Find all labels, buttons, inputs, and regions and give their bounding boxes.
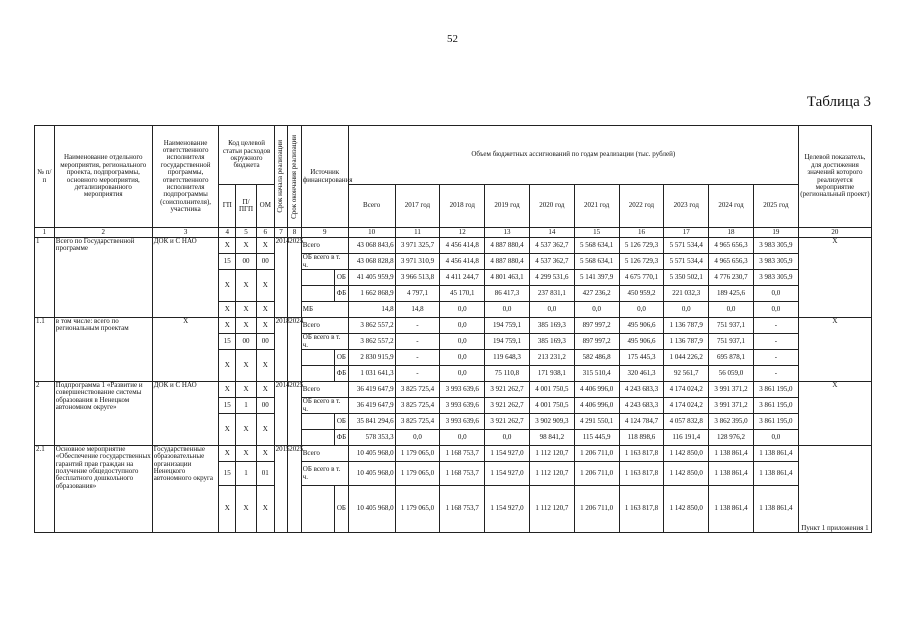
amount-year: 0,0 xyxy=(395,430,440,446)
amount-year: 3 861 195,0 xyxy=(753,414,798,430)
row-number: 1.1 xyxy=(35,318,55,382)
source-indent xyxy=(301,270,334,286)
amount-year: - xyxy=(753,350,798,366)
amount-year: 3 983 305,9 xyxy=(753,238,798,254)
row-end-year: 2025 xyxy=(288,382,302,446)
col-number: 5 xyxy=(236,228,257,238)
amount-total: 41 405 959,9 xyxy=(348,270,395,286)
col-number: 13 xyxy=(485,228,530,238)
amount-year: 1 168 753,7 xyxy=(440,486,485,533)
code-om: X xyxy=(256,318,274,334)
amount-year: 385 169,3 xyxy=(529,334,574,350)
amount-year: 1 179 065,0 xyxy=(395,486,440,533)
header-year: 2020 год xyxy=(529,185,574,228)
amount-total: 1 662 868,9 xyxy=(348,286,395,302)
source-indent xyxy=(301,486,334,533)
row-name: Всего по Государственной программе xyxy=(54,238,152,318)
amount-year: 0,0 xyxy=(440,366,485,382)
amount-year: 1 112 120,7 xyxy=(529,462,574,486)
header-gp: ГП xyxy=(219,185,236,228)
column-number-row xyxy=(35,228,872,238)
table-row xyxy=(35,382,872,398)
code-gp: X xyxy=(219,486,236,533)
source-label: ОБ всего в т. ч. xyxy=(301,254,348,270)
amount-year: 213 231,2 xyxy=(529,350,574,366)
amount-year: 14,8 xyxy=(395,302,440,318)
code-gp: 15 xyxy=(219,334,236,350)
code-om: X xyxy=(256,238,274,254)
source-sub-label: ФБ xyxy=(335,430,349,446)
amount-year: 3 983 305,9 xyxy=(753,254,798,270)
table-row xyxy=(35,238,872,254)
amount-year: 0,0 xyxy=(753,302,798,318)
source-indent xyxy=(301,350,334,366)
amount-year: 4 797,1 xyxy=(395,286,440,302)
amount-total: 35 841 294,6 xyxy=(348,414,395,430)
amount-year: 171 938,1 xyxy=(529,366,574,382)
amount-total: 36 419 647,9 xyxy=(348,398,395,414)
col-number: 12 xyxy=(440,228,485,238)
code-gp: X xyxy=(219,446,236,462)
amount-year: 1 138 861,4 xyxy=(709,486,754,533)
code-gp: X xyxy=(219,382,236,398)
header-name: Наименование отдельного мероприятия, регионального проекта, подпрограммы, основного мероприятия, детализированного мероприятия xyxy=(54,126,152,228)
amount-year: 1 138 861,4 xyxy=(709,462,754,486)
amount-year: 1 206 711,0 xyxy=(574,486,619,533)
amount-year: 92 561,7 xyxy=(664,366,709,382)
amount-year: 86 417,3 xyxy=(485,286,530,302)
amount-year: 1 154 927,0 xyxy=(485,462,530,486)
table-title: Таблица 3 xyxy=(806,94,871,110)
amount-year: 116 191,4 xyxy=(664,430,709,446)
amount-year: 4 801 463,1 xyxy=(485,270,530,286)
code-om: X xyxy=(256,382,274,398)
amount-year: - xyxy=(395,334,440,350)
amount-year: 4 291 550,1 xyxy=(574,414,619,430)
code-pgp: X xyxy=(236,270,257,302)
source-label: ОБ всего в т. ч. xyxy=(301,398,348,414)
amount-year: - xyxy=(395,350,440,366)
amount-year: 4 887 880,4 xyxy=(485,238,530,254)
amount-year: 3 921 262,7 xyxy=(485,398,530,414)
amount-total: 10 405 968,0 xyxy=(348,446,395,462)
amount-year: 1 163 817,8 xyxy=(619,446,664,462)
amount-year: 3 993 639,6 xyxy=(440,398,485,414)
source-sub-label: ОБ xyxy=(335,350,349,366)
amount-year: 427 236,2 xyxy=(574,286,619,302)
code-gp: 15 xyxy=(219,254,236,270)
amount-year: 1 154 927,0 xyxy=(485,446,530,462)
row-end-year: 2024 xyxy=(288,318,302,382)
code-gp: X xyxy=(219,270,236,302)
amount-year: 450 959,2 xyxy=(619,286,664,302)
amount-year: 4 057 832,8 xyxy=(664,414,709,430)
code-pgp: X xyxy=(236,302,257,318)
amount-year: 0,0 xyxy=(619,302,664,318)
col-number: 19 xyxy=(753,228,798,238)
col-number: 20 xyxy=(798,228,871,238)
amount-year: 3 966 513,8 xyxy=(395,270,440,286)
amount-year: 4 174 024,2 xyxy=(664,398,709,414)
amount-year: 751 937,1 xyxy=(709,334,754,350)
amount-year: 4 537 362,7 xyxy=(529,238,574,254)
row-start-year: 2015 xyxy=(274,446,288,533)
code-om: X xyxy=(256,302,274,318)
code-pgp: 00 xyxy=(236,254,257,270)
col-number: 9 xyxy=(301,228,348,238)
source-sub-label: ФБ xyxy=(335,286,349,302)
col-number: 15 xyxy=(574,228,619,238)
row-start-year: 2018 xyxy=(274,318,288,382)
amount-year: 5 571 534,4 xyxy=(664,254,709,270)
amount-year: 385 169,3 xyxy=(529,318,574,334)
header-year: 2021 год xyxy=(574,185,619,228)
amount-year: 320 461,3 xyxy=(619,366,664,382)
amount-total: 10 405 968,0 xyxy=(348,486,395,533)
amount-year: 3 993 639,6 xyxy=(440,382,485,398)
header-executor: Наименование ответственного исполнителя государственной программы, ответственного исполнителя подпрограммы (соисполнителя), участника xyxy=(152,126,219,228)
code-om: 01 xyxy=(256,462,274,486)
amount-year: 3 971 310,9 xyxy=(395,254,440,270)
amount-total: 43 068 828,8 xyxy=(348,254,395,270)
source-label: ОБ всего в т. ч. xyxy=(301,462,348,486)
source-label: Всего xyxy=(301,238,348,254)
amount-year: 1 138 861,4 xyxy=(753,486,798,533)
source-sub-label: ОБ xyxy=(335,486,349,533)
amount-year: 4 406 996,0 xyxy=(574,398,619,414)
amount-year: 4 001 750,5 xyxy=(529,382,574,398)
row-number: 2.1 xyxy=(35,446,55,533)
source-label: Всего xyxy=(301,318,348,334)
amount-year: 194 759,1 xyxy=(485,334,530,350)
code-pgp: X xyxy=(236,318,257,334)
row-executor: Государственные образовательные организации Ненецкого автономного округа xyxy=(152,446,219,533)
header-year: 2018 год xyxy=(440,185,485,228)
amount-year: 5 126 729,3 xyxy=(619,254,664,270)
amount-total: 43 068 843,6 xyxy=(348,238,395,254)
amount-total: 36 419 647,9 xyxy=(348,382,395,398)
amount-year: 1 112 120,7 xyxy=(529,446,574,462)
source-indent xyxy=(301,430,334,446)
amount-year: 5 568 634,1 xyxy=(574,238,619,254)
col-number: 14 xyxy=(529,228,574,238)
amount-year: 0,0 xyxy=(574,302,619,318)
amount-year: 897 997,2 xyxy=(574,334,619,350)
code-om: X xyxy=(256,350,274,382)
col-number: 11 xyxy=(395,228,440,238)
code-om: 00 xyxy=(256,254,274,270)
amount-year: 1 206 711,0 xyxy=(574,462,619,486)
amount-year: 1 206 711,0 xyxy=(574,446,619,462)
col-number: 17 xyxy=(664,228,709,238)
amount-year: 1 044 226,2 xyxy=(664,350,709,366)
amount-year: 75 110,8 xyxy=(485,366,530,382)
amount-year: 3 991 371,2 xyxy=(709,398,754,414)
amount-year: 1 168 753,7 xyxy=(440,446,485,462)
code-pgp: X xyxy=(236,414,257,446)
row-target: X xyxy=(798,238,871,318)
source-sub-label: ФБ xyxy=(335,366,349,382)
header-year: 2017 год xyxy=(395,185,440,228)
amount-year: 118 898,6 xyxy=(619,430,664,446)
row-target: X xyxy=(798,318,871,382)
amount-year: - xyxy=(395,366,440,382)
amount-year: 4 299 531,6 xyxy=(529,270,574,286)
code-gp: X xyxy=(219,350,236,382)
amount-total: 3 862 557,2 xyxy=(348,318,395,334)
code-gp: X xyxy=(219,414,236,446)
col-number: 7 xyxy=(274,228,288,238)
header-year: 2025 год xyxy=(753,185,798,228)
amount-year: 0,0 xyxy=(440,350,485,366)
row-executor: ДОК и С НАО xyxy=(152,238,219,318)
amount-year: 4 124 784,7 xyxy=(619,414,664,430)
amount-year: 56 059,0 xyxy=(709,366,754,382)
code-gp: X xyxy=(219,302,236,318)
amount-year: - xyxy=(753,318,798,334)
amount-year: 0,0 xyxy=(440,430,485,446)
code-om: X xyxy=(256,446,274,462)
source-indent xyxy=(301,414,334,430)
code-pgp: X xyxy=(236,238,257,254)
code-om: 00 xyxy=(256,398,274,414)
col-number: 4 xyxy=(219,228,236,238)
amount-year: 3 825 725,4 xyxy=(395,398,440,414)
row-number: 1 xyxy=(35,238,55,318)
amount-year: 1 138 861,4 xyxy=(709,446,754,462)
amount-year: 4 243 683,3 xyxy=(619,382,664,398)
amount-year: 0,0 xyxy=(709,302,754,318)
source-sub-label: ОБ xyxy=(335,414,349,430)
col-number: 8 xyxy=(288,228,302,238)
col-number: 3 xyxy=(152,228,219,238)
amount-year: 315 510,4 xyxy=(574,366,619,382)
col-number: 1 xyxy=(35,228,55,238)
amount-year: 3 991 371,2 xyxy=(709,382,754,398)
row-executor: X xyxy=(152,318,219,382)
row-executor: ДОК и С НАО xyxy=(152,382,219,446)
header-year: 2019 год xyxy=(485,185,530,228)
amount-year: 1 179 065,0 xyxy=(395,462,440,486)
amount-year: 0,0 xyxy=(753,286,798,302)
header-n: № п/п xyxy=(35,126,55,228)
amount-year: 1 163 817,8 xyxy=(619,462,664,486)
header-year: 2022 год xyxy=(619,185,664,228)
code-pgp: 00 xyxy=(236,334,257,350)
amount-year: 1 163 817,8 xyxy=(619,486,664,533)
amount-year: 194 759,1 xyxy=(485,318,530,334)
amount-year: 3 825 725,4 xyxy=(395,382,440,398)
amount-year: 582 486,8 xyxy=(574,350,619,366)
code-pgp: X xyxy=(236,446,257,462)
amount-year: 5 350 502,1 xyxy=(664,270,709,286)
table-row xyxy=(35,446,872,462)
amount-year: 0,0 xyxy=(529,302,574,318)
amount-year: 897 997,2 xyxy=(574,318,619,334)
amount-year: 5 126 729,3 xyxy=(619,238,664,254)
code-gp: X xyxy=(219,318,236,334)
amount-year: 3 921 262,7 xyxy=(485,414,530,430)
code-om: X xyxy=(256,486,274,533)
row-target: X xyxy=(798,382,871,446)
amount-year: 0,0 xyxy=(440,334,485,350)
amount-year: 98 841,2 xyxy=(529,430,574,446)
amount-year: 1 142 850,0 xyxy=(664,486,709,533)
amount-year: 0,0 xyxy=(440,318,485,334)
amount-year: 3 993 639,6 xyxy=(440,414,485,430)
source-label: Всего xyxy=(301,446,348,462)
amount-total: 3 862 557,2 xyxy=(348,334,395,350)
row-end-year: 2025 xyxy=(288,238,302,318)
amount-year: 1 112 120,7 xyxy=(529,486,574,533)
amount-year: 115 445,9 xyxy=(574,430,619,446)
col-number: 10 xyxy=(348,228,395,238)
amount-year: 495 906,6 xyxy=(619,318,664,334)
amount-year: 0,0 xyxy=(753,430,798,446)
source-label: МБ xyxy=(301,302,348,318)
amount-year: 4 675 770,1 xyxy=(619,270,664,286)
amount-year: 128 976,2 xyxy=(709,430,754,446)
amount-year: 4 537 362,7 xyxy=(529,254,574,270)
code-om: X xyxy=(256,414,274,446)
code-pgp: 1 xyxy=(236,462,257,486)
amount-year: 45 170,1 xyxy=(440,286,485,302)
amount-year: 5 568 634,1 xyxy=(574,254,619,270)
row-start-year: 2014 xyxy=(274,238,288,318)
amount-year: 4 965 656,3 xyxy=(709,254,754,270)
row-start-year: 2014 xyxy=(274,382,288,446)
amount-year: 1 142 850,0 xyxy=(664,462,709,486)
header-target: Целевой показатель, для достижения значений которого реализуется мероприятие (региональный проект) xyxy=(798,126,871,228)
amount-year: - xyxy=(395,318,440,334)
amount-year: 3 971 325,7 xyxy=(395,238,440,254)
row-name: Основное мероприятие «Обеспечение государственных гарантий прав граждан на получение общедоступного бесплатного дошкольного образования» xyxy=(54,446,152,533)
amount-year: 4 456 414,8 xyxy=(440,238,485,254)
amount-year: 0,0 xyxy=(664,302,709,318)
amount-year: 4 411 244,7 xyxy=(440,270,485,286)
amount-year: 4 174 024,2 xyxy=(664,382,709,398)
code-om: X xyxy=(256,270,274,302)
amount-year: 4 243 683,3 xyxy=(619,398,664,414)
code-gp: 15 xyxy=(219,462,236,486)
source-sub-label: ОБ xyxy=(335,270,349,286)
source-indent xyxy=(301,286,334,302)
row-end-year: 2025 xyxy=(288,446,302,533)
amount-year: 4 887 880,4 xyxy=(485,254,530,270)
amount-year: 1 154 927,0 xyxy=(485,486,530,533)
amount-year: 1 138 861,4 xyxy=(753,462,798,486)
amount-year: 751 937,1 xyxy=(709,318,754,334)
amount-total: 2 830 915,9 xyxy=(348,350,395,366)
amount-year: 0,0 xyxy=(440,302,485,318)
amount-year: 3 862 395,0 xyxy=(709,414,754,430)
amount-year: 495 906,6 xyxy=(619,334,664,350)
header-source: Источник финансирования xyxy=(301,126,348,228)
header-total: Всего xyxy=(348,185,395,228)
amount-year: 4 776 230,7 xyxy=(709,270,754,286)
amount-year: 1 168 753,7 xyxy=(440,462,485,486)
header-end: Срок окончания реализации xyxy=(288,126,302,228)
row-number: 2 xyxy=(35,382,55,446)
code-gp: 15 xyxy=(219,398,236,414)
amount-year: 3 861 195,0 xyxy=(753,382,798,398)
header-year: 2024 год xyxy=(709,185,754,228)
row-name: в том числе: всего по региональным проектам xyxy=(54,318,152,382)
col-number: 2 xyxy=(54,228,152,238)
amount-year: 1 138 861,4 xyxy=(753,446,798,462)
amount-year: - xyxy=(753,334,798,350)
amount-year: 4 456 414,8 xyxy=(440,254,485,270)
amount-year: 4 406 996,0 xyxy=(574,382,619,398)
amount-total: 14,8 xyxy=(348,302,395,318)
row-target: Пункт 1 приложения 1 xyxy=(798,446,871,533)
amount-year: 5 141 397,9 xyxy=(574,270,619,286)
col-number: 6 xyxy=(256,228,274,238)
amount-total: 1 031 641,3 xyxy=(348,366,395,382)
amount-year: 237 831,1 xyxy=(529,286,574,302)
amount-year: 119 648,3 xyxy=(485,350,530,366)
amount-year: 0,0 xyxy=(485,302,530,318)
amount-year: 695 878,1 xyxy=(709,350,754,366)
amount-year: 3 861 195,0 xyxy=(753,398,798,414)
amount-year: 1 179 065,0 xyxy=(395,446,440,462)
header-code: Код целевой статьи расходов окружного бюджета xyxy=(219,126,274,185)
amount-year: 0,0 xyxy=(485,430,530,446)
amount-year: 1 136 787,9 xyxy=(664,334,709,350)
amount-year: 4 001 750,5 xyxy=(529,398,574,414)
amount-year: 5 571 534,4 xyxy=(664,238,709,254)
source-label: Всего xyxy=(301,382,348,398)
code-om: 00 xyxy=(256,334,274,350)
source-indent xyxy=(301,366,334,382)
row-name: Подпрограмма 1 «Развитие и совершенствование системы образования в Ненецком автономном округе» xyxy=(54,382,152,446)
amount-year: 175 445,3 xyxy=(619,350,664,366)
code-pgp: 1 xyxy=(236,398,257,414)
table-row xyxy=(35,318,872,334)
amount-year: 3 825 725,4 xyxy=(395,414,440,430)
table-body xyxy=(35,238,872,533)
amount-total: 10 405 968,0 xyxy=(348,462,395,486)
amount-year: 1 142 850,0 xyxy=(664,446,709,462)
header-volume: Объем бюджетных ассигнований по годам реализации (тыс. рублей) xyxy=(348,126,798,185)
code-pgp: X xyxy=(236,350,257,382)
table-header xyxy=(35,126,872,238)
amount-year: 3 902 909,3 xyxy=(529,414,574,430)
amount-year: - xyxy=(753,366,798,382)
header-pgp: П/ ПГП xyxy=(236,185,257,228)
col-number: 18 xyxy=(709,228,754,238)
amount-year: 3 983 305,9 xyxy=(753,270,798,286)
page-number: 52 xyxy=(447,33,458,45)
amount-year: 221 032,3 xyxy=(664,286,709,302)
header-om: ОМ xyxy=(256,185,274,228)
amount-year: 1 136 787,9 xyxy=(664,318,709,334)
amount-total: 578 353,3 xyxy=(348,430,395,446)
header-year: 2023 год xyxy=(664,185,709,228)
col-number: 16 xyxy=(619,228,664,238)
code-pgp: X xyxy=(236,382,257,398)
budget-table xyxy=(34,125,872,533)
code-gp: X xyxy=(219,238,236,254)
code-pgp: X xyxy=(236,486,257,533)
amount-year: 3 921 262,7 xyxy=(485,382,530,398)
source-label: ОБ всего в т. ч. xyxy=(301,334,348,350)
amount-year: 4 965 656,3 xyxy=(709,238,754,254)
amount-year: 189 425,6 xyxy=(709,286,754,302)
header-start: Срок начала реализации xyxy=(274,126,288,228)
